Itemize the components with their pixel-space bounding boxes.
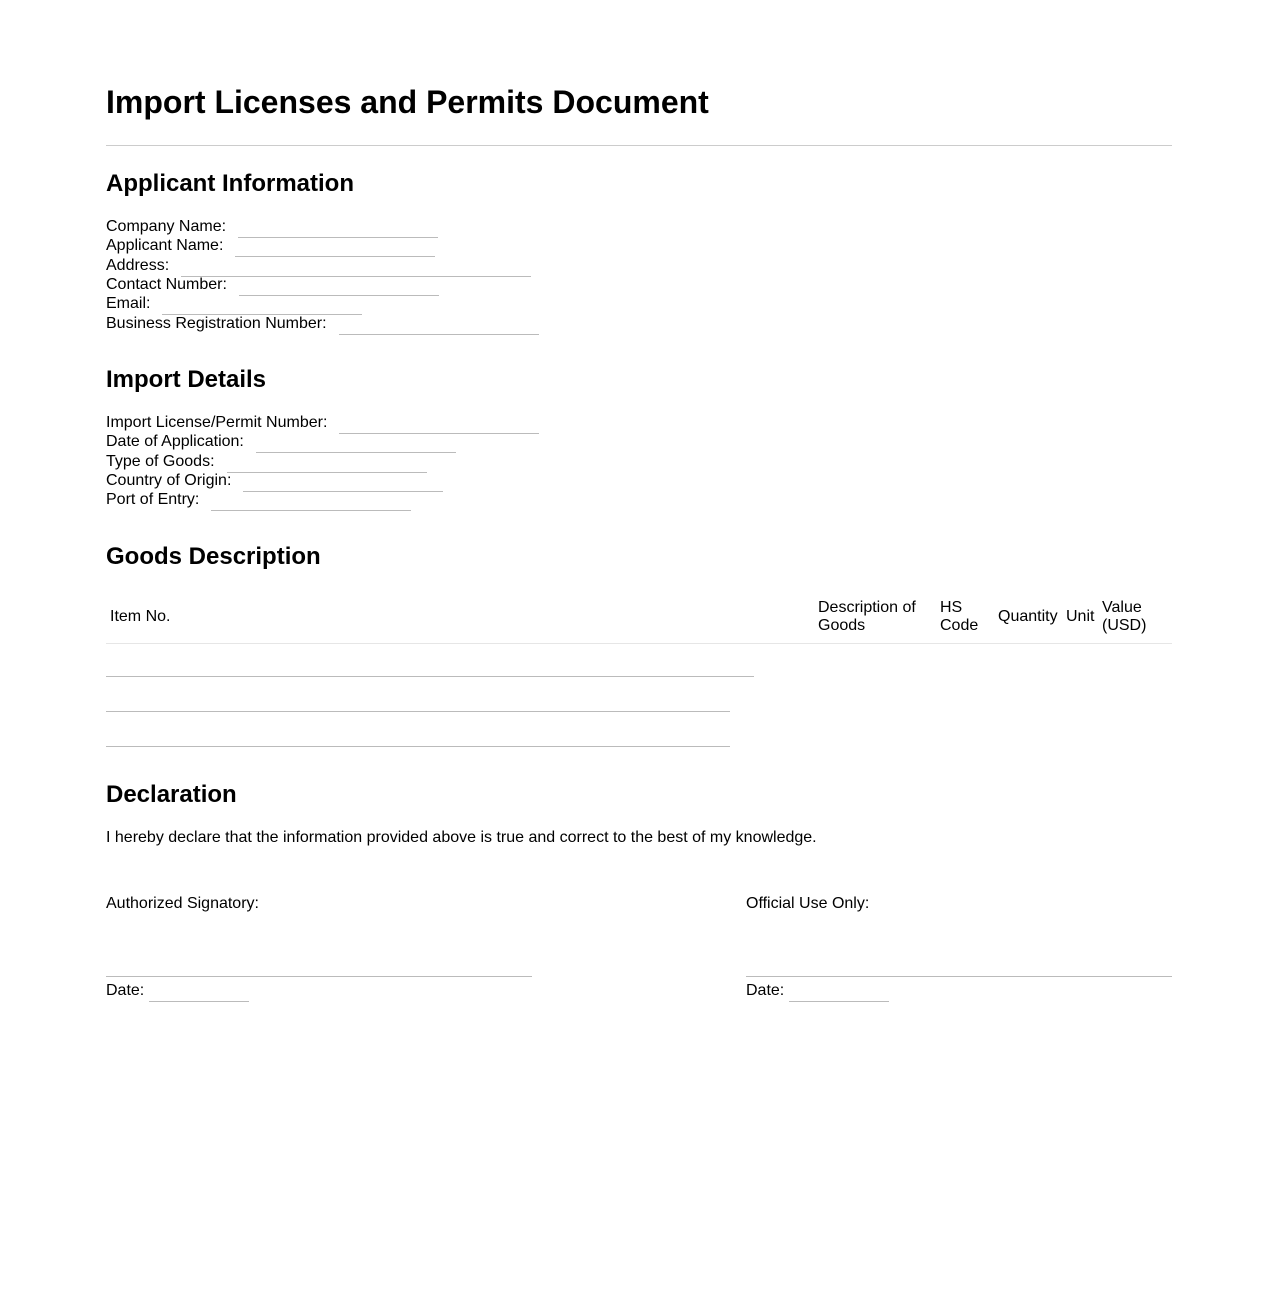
- field-label: Contact Number:: [106, 276, 227, 293]
- column-header-unit: [1066, 608, 1094, 626]
- field-label: Date of Application:: [106, 433, 244, 450]
- field-label: Address:: [106, 257, 170, 274]
- goods-row-input-line[interactable]: [106, 746, 730, 747]
- applicant-name-field: [106, 236, 435, 255]
- declaration-text: I hereby declare that the information provided above is true and correct to the best of my knowledge.: [106, 829, 817, 846]
- column-header-text: Value: [1102, 599, 1142, 616]
- authorized-signature-line[interactable]: [106, 976, 532, 977]
- date-of-application-field: [106, 432, 456, 451]
- email-field: [106, 294, 362, 313]
- official-use-label: Official Use Only:: [746, 895, 870, 912]
- declaration-heading: Declaration: [106, 781, 237, 808]
- official-date-field: [746, 981, 889, 1000]
- field-label: Port of Entry:: [106, 491, 200, 508]
- document-title: Import Licenses and Permits Document: [106, 84, 709, 120]
- import-details-heading: Import Details: [106, 366, 267, 393]
- official-date-input-line[interactable]: [789, 1001, 889, 1002]
- address-field: [106, 256, 531, 275]
- column-header-value-usd: [1102, 599, 1146, 635]
- column-header-quantity: [998, 608, 1058, 626]
- signatory-date-field: [106, 981, 249, 1000]
- country-of-origin-field: [106, 471, 443, 490]
- column-header-text: Code: [940, 617, 979, 634]
- column-header-text: Item No.: [110, 608, 171, 625]
- applicant-section-heading: Applicant Information: [106, 170, 354, 197]
- port-of-entry-field: [106, 490, 411, 509]
- license-number-field: [106, 413, 539, 432]
- company-name-field: [106, 217, 438, 236]
- field-label: Country of Origin:: [106, 472, 232, 489]
- column-header-description: [818, 599, 916, 635]
- column-header-item-no: [110, 608, 170, 626]
- column-header-text: Quantity: [998, 608, 1058, 625]
- field-label: Type of Goods:: [106, 453, 215, 470]
- column-header-text: Goods: [818, 617, 866, 634]
- type-of-goods-field: [106, 452, 427, 471]
- column-header-hs-code: [940, 599, 978, 635]
- field-label: Import License/Permit Number:: [106, 414, 328, 431]
- goods-description-heading: Goods Description: [106, 543, 321, 570]
- official-signature-line[interactable]: [746, 976, 1172, 977]
- column-header-text: HS: [940, 599, 963, 616]
- goods-table-header: [106, 596, 1172, 644]
- date-label: Date:: [746, 982, 785, 999]
- column-header-text: Description of: [818, 599, 916, 616]
- title-divider: [106, 145, 1172, 146]
- goods-row-input-line[interactable]: [106, 676, 754, 677]
- field-label: Company Name:: [106, 218, 227, 235]
- date-label: Date:: [106, 982, 145, 999]
- column-header-text: (USD): [1102, 617, 1147, 634]
- field-label: Applicant Name:: [106, 237, 224, 254]
- port-of-entry-input-line[interactable]: [211, 510, 411, 511]
- field-label: Business Registration Number:: [106, 315, 327, 332]
- field-label: Email:: [106, 295, 151, 312]
- business-registration-input-line[interactable]: [339, 334, 539, 335]
- column-header-text: Unit: [1066, 608, 1095, 625]
- business-registration-field: [106, 314, 539, 333]
- goods-row-input-line[interactable]: [106, 711, 730, 712]
- authorized-signatory-label: Authorized Signatory:: [106, 895, 259, 912]
- signatory-date-input-line[interactable]: [149, 1001, 249, 1002]
- contact-number-field: [106, 275, 439, 294]
